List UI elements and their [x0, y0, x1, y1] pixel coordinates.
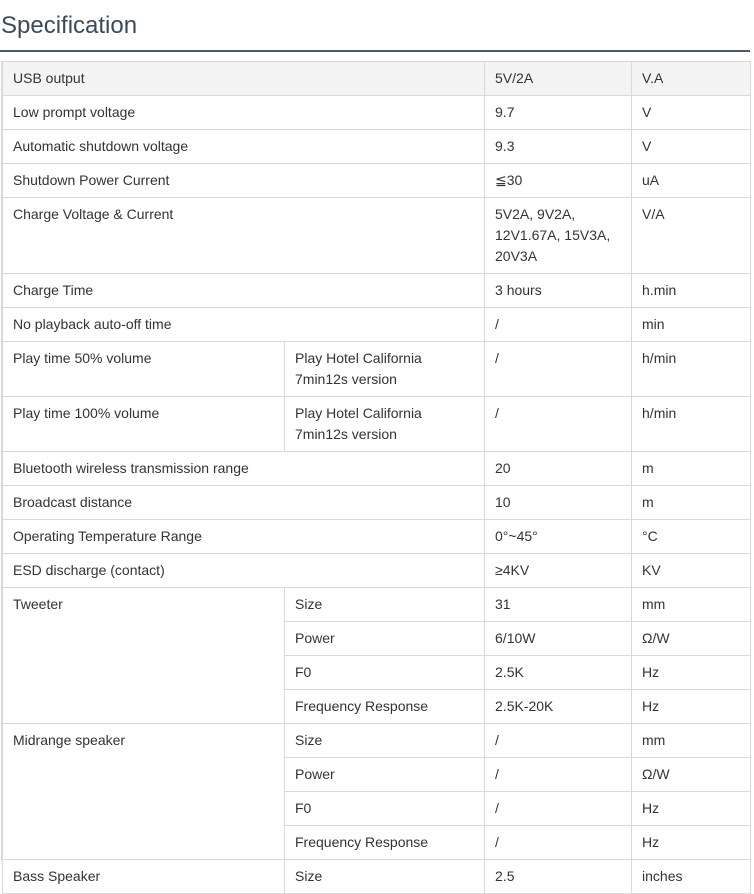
- table-row: [3, 724, 751, 758]
- table-row: [3, 342, 751, 397]
- spec-label: Operating Temperature Range: [3, 520, 485, 554]
- spec-unit: V: [632, 96, 751, 130]
- spec-value: 0°~45°: [485, 520, 632, 554]
- table-row: [3, 274, 751, 308]
- table-row: [3, 308, 751, 342]
- spec-unit: Hz: [632, 826, 751, 860]
- table-row: [3, 164, 751, 198]
- spec-unit: uA: [632, 164, 751, 198]
- spec-value: ≦30: [485, 164, 632, 198]
- spec-unit: Ω/W: [632, 758, 751, 792]
- group-label-bass: Bass Speaker: [3, 860, 285, 894]
- spec-param: Size: [285, 588, 485, 622]
- spec-value: 3 hours: [485, 274, 632, 308]
- spec-unit: m: [632, 486, 751, 520]
- page-title: Specification: [1, 12, 138, 39]
- table-row: [3, 520, 751, 554]
- spec-unit: V/A: [632, 198, 751, 274]
- spec-param: Frequency Response: [285, 690, 485, 724]
- spec-unit: h/min: [632, 342, 751, 397]
- spec-param: Size: [285, 860, 485, 894]
- spec-value: 2.5K-20K: [485, 690, 632, 724]
- table-row: [3, 96, 751, 130]
- group-label-tweeter: Tweeter: [3, 588, 285, 724]
- spec-param: Size: [285, 724, 485, 758]
- spec-unit: Hz: [632, 792, 751, 826]
- spec-param: Frequency Response: [285, 826, 485, 860]
- spec-table: [2, 61, 751, 894]
- spec-unit: °C: [632, 520, 751, 554]
- table-row: [3, 860, 751, 894]
- spec-label: Charge Time: [3, 274, 485, 308]
- spec-value: 5V/2A: [485, 62, 632, 96]
- spec-unit: Hz: [632, 690, 751, 724]
- spec-label: Low prompt voltage: [3, 96, 485, 130]
- spec-value: /: [485, 397, 632, 452]
- spec-value: 9.3: [485, 130, 632, 164]
- spec-value: 6/10W: [485, 622, 632, 656]
- spec-sublabel: Play Hotel California 7min12s version: [285, 397, 485, 452]
- spec-value: /: [485, 792, 632, 826]
- spec-param: F0: [285, 792, 485, 826]
- group-label-midrange: Midrange speaker: [3, 724, 285, 860]
- spec-value: 2.5K: [485, 656, 632, 690]
- spec-unit: m: [632, 452, 751, 486]
- spec-value: /: [485, 342, 632, 397]
- spec-param: F0: [285, 656, 485, 690]
- spec-label: Broadcast distance: [3, 486, 485, 520]
- spec-value: ≥4KV: [485, 554, 632, 588]
- spec-unit: KV: [632, 554, 751, 588]
- table-row: [3, 62, 751, 96]
- spec-unit: mm: [632, 588, 751, 622]
- spec-unit: V.A: [632, 62, 751, 96]
- spec-label: No playback auto-off time: [3, 308, 485, 342]
- spec-unit: min: [632, 308, 751, 342]
- spec-param: Power: [285, 758, 485, 792]
- spec-label: Play time 50% volume: [3, 342, 285, 397]
- table-row: [3, 588, 751, 622]
- spec-unit: Hz: [632, 656, 751, 690]
- spec-value: /: [485, 308, 632, 342]
- table-row: [3, 486, 751, 520]
- spec-value: 2.5: [485, 860, 632, 894]
- spec-value: /: [485, 724, 632, 758]
- spec-unit: Ω/W: [632, 622, 751, 656]
- table-row: [3, 198, 751, 274]
- table-row: [3, 397, 751, 452]
- spec-sublabel: Play Hotel California 7min12s version: [285, 342, 485, 397]
- spec-label: Play time 100% volume: [3, 397, 285, 452]
- spec-label: Charge Voltage & Current: [3, 198, 485, 274]
- spec-unit: h/min: [632, 397, 751, 452]
- spec-value: 9.7: [485, 96, 632, 130]
- spec-label: ESD discharge (contact): [3, 554, 485, 588]
- spec-value: /: [485, 758, 632, 792]
- table-row: [3, 554, 751, 588]
- table-row: [3, 130, 751, 164]
- spec-label: Shutdown Power Current: [3, 164, 485, 198]
- spec-label: Bluetooth wireless transmission range: [3, 452, 485, 486]
- spec-unit: h.min: [632, 274, 751, 308]
- spec-unit: V: [632, 130, 751, 164]
- spec-unit: mm: [632, 724, 751, 758]
- page-header: [0, 0, 750, 52]
- spec-value: 31: [485, 588, 632, 622]
- spec-param: Power: [285, 622, 485, 656]
- spec-label: Automatic shutdown voltage: [3, 130, 485, 164]
- spec-value: 20: [485, 452, 632, 486]
- spec-value: /: [485, 826, 632, 860]
- spec-unit: inches: [632, 860, 751, 894]
- spec-label: USB output: [3, 62, 485, 96]
- spec-value: 10: [485, 486, 632, 520]
- spec-table-container: [1, 61, 749, 884]
- table-row: [3, 452, 751, 486]
- spec-value: 5V2A, 9V2A, 12V1.67A, 15V3A, 20V3A: [485, 198, 632, 274]
